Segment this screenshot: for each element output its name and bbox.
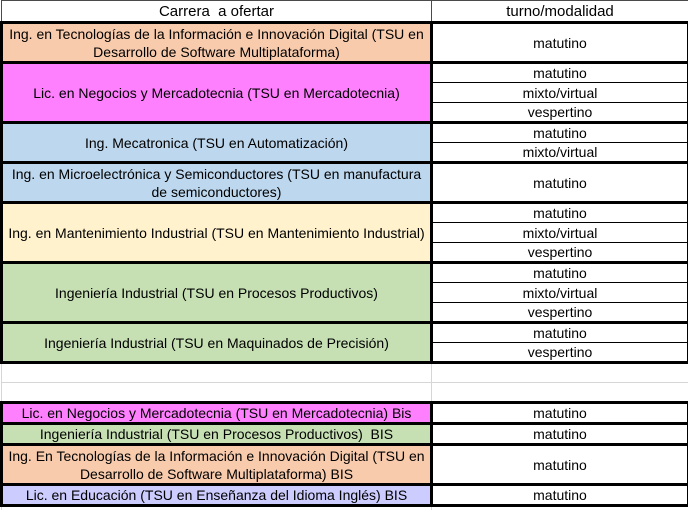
- header-shift[interactable]: turno/modalidad: [432, 1, 688, 23]
- table-row: [2, 203, 688, 223]
- shift-cell[interactable]: matutino: [432, 203, 688, 223]
- shift-cell[interactable]: mixto/virtual: [432, 283, 688, 303]
- career-cell[interactable]: Ing. en Microelectrónica y Semiconductores (TSU en manufactura de semiconductores): [2, 163, 432, 203]
- career-cell[interactable]: Lic. en Negocios y Mercadotecnia (TSU en Mercadotecnia) Bis: [2, 403, 432, 424]
- table-row: [2, 23, 688, 63]
- shift-cell[interactable]: matutino: [432, 163, 688, 203]
- shift-cell[interactable]: matutino: [432, 323, 688, 343]
- career-cell[interactable]: Ing. en Tecnologías de la Información e Innovación Digital (TSU en Desarrollo de Software Multiplataforma): [2, 23, 432, 63]
- table-row: [2, 323, 688, 343]
- empty-cell[interactable]: [2, 363, 432, 383]
- empty-cell[interactable]: [432, 383, 688, 403]
- empty-cell: [432, 506, 688, 510]
- career-cell[interactable]: Ing. en Mantenimiento Industrial (TSU en Mantenimiento Industrial): [2, 203, 432, 263]
- table-row: [2, 403, 688, 424]
- shift-cell[interactable]: matutino: [432, 485, 688, 506]
- empty-row: [2, 363, 688, 383]
- shift-cell[interactable]: vespertino: [432, 103, 688, 123]
- table-row: [2, 63, 688, 83]
- shift-cell[interactable]: vespertino: [432, 243, 688, 263]
- career-cell[interactable]: Lic. en Negocios y Mercadotecnia (TSU en Mercadotecnia): [2, 63, 432, 123]
- shift-cell[interactable]: mixto/virtual: [432, 223, 688, 243]
- shift-cell[interactable]: mixto/virtual: [432, 143, 688, 163]
- shift-cell[interactable]: matutino: [432, 403, 688, 424]
- table-row: [2, 424, 688, 445]
- table-row: [2, 485, 688, 506]
- career-cell[interactable]: Ingeniería Industrial (TSU en Procesos Productivos) BIS: [2, 424, 432, 445]
- shift-cell[interactable]: vespertino: [432, 303, 688, 323]
- shift-cell[interactable]: vespertino: [432, 343, 688, 363]
- career-cell[interactable]: Ingeniería Industrial (TSU en Maquinados de Precisión): [2, 323, 432, 363]
- shift-cell[interactable]: matutino: [432, 123, 688, 143]
- empty-row: [2, 383, 688, 403]
- career-cell[interactable]: Ing. Mecatronica (TSU en Automatización): [2, 123, 432, 163]
- table-row: [2, 123, 688, 143]
- empty-row: [2, 506, 688, 510]
- empty-cell: [2, 506, 432, 510]
- empty-cell[interactable]: [432, 363, 688, 383]
- empty-cell[interactable]: [2, 383, 432, 403]
- career-cell[interactable]: Lic. en Educación (TSU en Enseñanza del Idioma Inglés) BIS: [2, 485, 432, 506]
- header-row: [2, 1, 688, 23]
- career-cell[interactable]: Ing. En Tecnologías de la Información e Innovación Digital (TSU en Desarrollo de Software Multiplataforma) BIS: [2, 445, 432, 485]
- shift-cell[interactable]: matutino: [432, 263, 688, 283]
- career-cell[interactable]: Ingeniería Industrial (TSU en Procesos Productivos): [2, 263, 432, 323]
- shift-cell[interactable]: matutino: [432, 424, 688, 445]
- shift-cell[interactable]: mixto/virtual: [432, 83, 688, 103]
- table-row: [2, 163, 688, 203]
- header-career[interactable]: Carrera a ofertar: [2, 1, 432, 23]
- table-row: [2, 445, 688, 485]
- shift-cell[interactable]: matutino: [432, 23, 688, 63]
- table-row: [2, 263, 688, 283]
- shift-cell[interactable]: matutino: [432, 445, 688, 485]
- shift-cell[interactable]: matutino: [432, 63, 688, 83]
